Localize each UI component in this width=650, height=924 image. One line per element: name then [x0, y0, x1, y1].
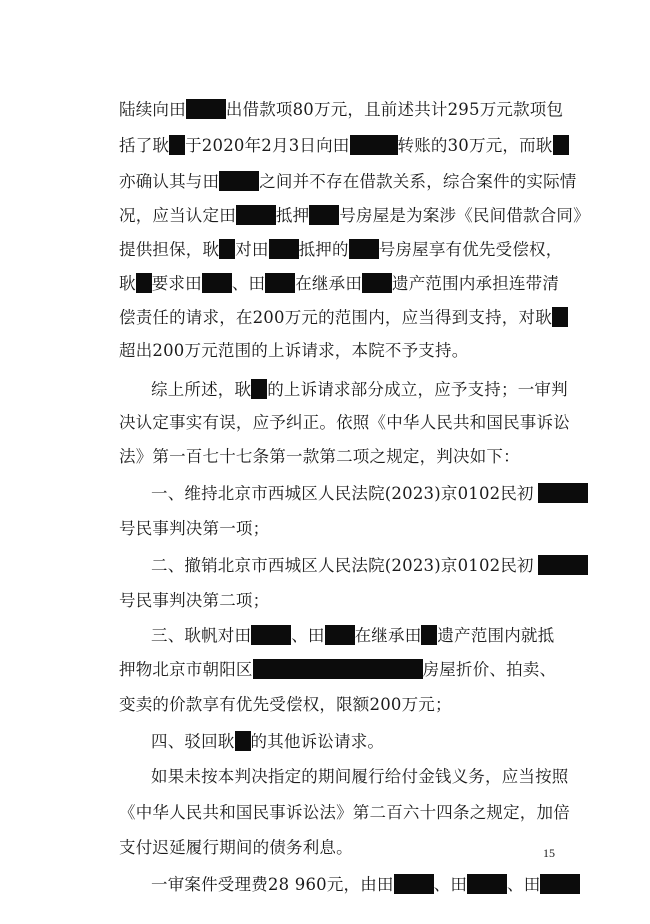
redaction-block	[325, 625, 355, 645]
redaction-block	[538, 483, 588, 503]
redaction-block	[538, 555, 588, 575]
page-number: 15	[543, 846, 555, 860]
text-line: 综上所述，耿 的上诉请求部分成立，应予支持；一审判	[151, 380, 568, 399]
redaction-block	[251, 379, 267, 399]
text-line: 《中华人民共和国民事诉讼法》第二百六十四条之规定，加倍	[119, 803, 570, 822]
redaction-block	[169, 135, 185, 155]
redaction-block	[235, 731, 251, 751]
text-line: 押物北京市朝阳区 房屋折价、拍卖、	[119, 660, 557, 679]
text-line: 法》第一百七十七条第一款第二项之规定，判决如下：	[119, 447, 520, 466]
text-line: 号民事判决第一项；	[119, 519, 270, 538]
text-line: 超出200万元范围的上诉请求，本院不予支持。	[119, 341, 469, 360]
text-line: 陆续向田 出借款项80万元，且前述共计295万元款项包	[119, 100, 564, 119]
text-line: 号民事判决第二项；	[119, 591, 270, 610]
text-line: 耿 要求田 、田 在继承田 遗产范围内承担连带清	[119, 274, 560, 293]
redaction-block	[394, 874, 434, 894]
text-line: 偿责任的请求，在200万元的范围内，应当得到支持，对耿	[119, 307, 568, 328]
redaction-block	[236, 205, 276, 225]
redaction-block	[553, 135, 569, 155]
text-line: 况，应当认定田 抵押 号房屋是为案涉《民间借款合同》	[119, 206, 590, 225]
redaction-block	[253, 659, 423, 679]
redaction-block	[251, 625, 291, 645]
text-line: 二、撤销北京市西城区人民法院(2023)京0102民初	[151, 555, 588, 576]
text-line: 亦确认其与田 之间并不存在借款关系，综合案件的实际情	[119, 172, 577, 191]
redaction-block	[350, 135, 398, 155]
redaction-block	[540, 874, 580, 894]
text-line: 如果未按本判决指定的期间履行给付金钱义务，应当按照	[151, 767, 569, 786]
text-line: 支付迟延履行期间的债务利息。	[119, 838, 353, 857]
redaction-block	[219, 239, 235, 259]
redaction-block	[362, 273, 392, 293]
redaction-block	[309, 205, 339, 225]
text-line: 变卖的价款享有优先受偿权，限额200万元；	[119, 695, 452, 714]
redaction-block	[265, 273, 295, 293]
text-line: 三、耿帆对田 、田 在继承田 遗产范围内就抵	[151, 626, 555, 645]
redaction-block	[269, 239, 299, 259]
redaction-block	[349, 239, 379, 259]
text-line: 提供担保，耿 对田 抵押的 号房屋享有优先受偿权，	[119, 240, 563, 259]
redaction-block	[421, 625, 437, 645]
text-line: 一、维持北京市西城区人民法院(2023)京0102民初	[151, 483, 588, 504]
redaction-block	[219, 171, 259, 191]
redaction-block	[136, 273, 152, 293]
text-line: 四、驳回耿 的其他诉讼请求。	[151, 732, 385, 751]
redaction-block	[186, 99, 226, 119]
redaction-block	[467, 874, 507, 894]
text-line: 决认定事实有误，应予纠正。依照《中华人民共和国民事诉讼	[119, 413, 570, 432]
redaction-block	[552, 307, 568, 327]
redaction-block	[202, 273, 232, 293]
text-line: 一审案件受理费28 960元，由田 、田 、田	[151, 874, 580, 895]
text-line: 括了耿 于2020年2月3日向田 转账的30万元，而耿	[119, 135, 569, 156]
